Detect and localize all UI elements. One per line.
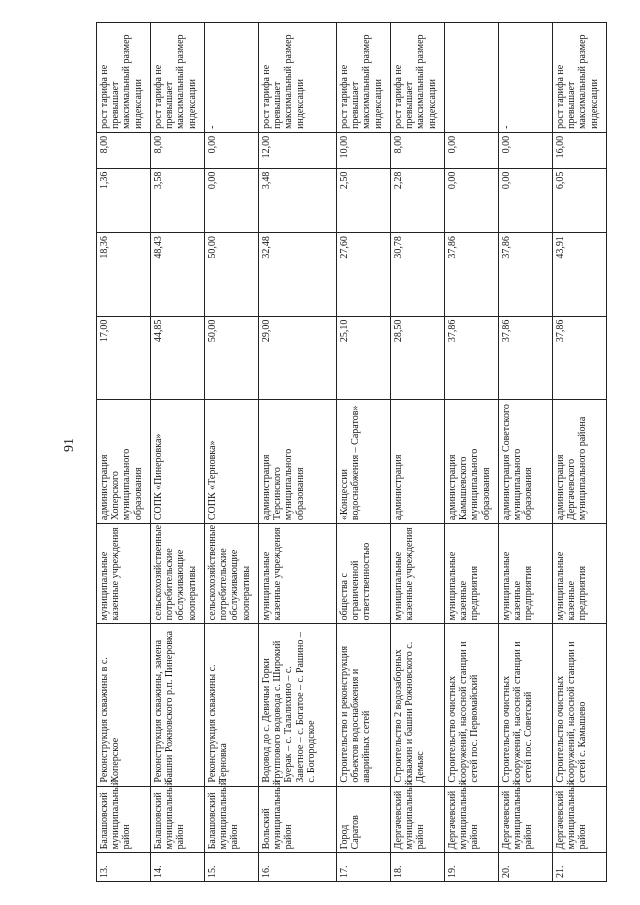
district-cell: Дергачевский муниципальный район: [445, 786, 499, 853]
district-cell: Балашовский муниципальный район: [151, 786, 205, 853]
value-2-cell: 50,00: [205, 233, 259, 317]
percent-cell: 8,00: [151, 132, 205, 168]
percent-cell: 0,00: [499, 132, 553, 168]
project-cell: Строительство очистных сооружений, насосной станции и сетей пос. Первомайский: [445, 624, 499, 786]
row-index: 21.: [553, 853, 607, 882]
value-3-cell: 3,58: [151, 168, 205, 232]
row-index: 16.: [259, 853, 337, 882]
note-cell: -: [205, 23, 259, 133]
project-cell: Реконструкция скважины, замена башни Рожновского р.п. Пинеровка: [151, 624, 205, 786]
value-2-cell: 27,60: [337, 233, 391, 317]
table-row: [337, 23, 391, 882]
org-cell: администрация Хоперского муниципального образования: [97, 400, 151, 524]
value-3-cell: 6,05: [553, 168, 607, 232]
table-row: [259, 23, 337, 882]
value-2-cell: 37,86: [499, 233, 553, 317]
table-row: [151, 23, 205, 882]
district-cell: Дергачевский муниципальный район: [499, 786, 553, 853]
org-cell: администрация Камышевского муниципального образования: [445, 400, 499, 524]
org-type-cell: муниципальные казенные учреждения: [97, 524, 151, 624]
note-cell: рост тарифа не превышает максимальный размер индексации: [553, 23, 607, 133]
org-cell: администрация Дергачевского муниципального района: [553, 400, 607, 524]
project-cell: Строительство 2 водозаборных скважин и башни Рожновского с. Демьяс: [391, 624, 445, 786]
project-cell: Строительство очистных сооружений, насосной станции и сетей с. Камышево: [553, 624, 607, 786]
district-cell: Вольский муниципальный район: [259, 786, 337, 853]
note-cell: рост тарифа не превышает максимальный размер индексации: [259, 23, 337, 133]
note-cell: рост тарифа не превышает максимальный размер индексации: [151, 23, 205, 133]
org-type-cell: муниципальные казенные предприятия: [499, 524, 553, 624]
value-3-cell: 2,50: [337, 168, 391, 232]
value-3-cell: 2,28: [391, 168, 445, 232]
org-type-cell: сельскохозяйственные потребительские обслуживающие кооперативы: [205, 524, 259, 624]
table-row: [499, 23, 553, 882]
percent-cell: 0,00: [445, 132, 499, 168]
row-index: 15.: [205, 853, 259, 882]
district-cell: Дергачевский муниципальный район: [391, 786, 445, 853]
org-cell: СОПК «Терновка»: [205, 400, 259, 524]
project-cell: Реконструкция скважины с. Терновка: [205, 624, 259, 786]
row-index: 20.: [499, 853, 553, 882]
value-2-cell: 18,36: [97, 233, 151, 317]
org-cell: администрация: [391, 400, 445, 524]
value-3-cell: 0,00: [205, 168, 259, 232]
value-1-cell: 29,00: [259, 316, 337, 400]
page-number: 91: [62, 438, 77, 452]
org-type-cell: общества с ограниченной ответственностью: [337, 524, 391, 624]
org-type-cell: муниципальные казенные предприятия: [445, 524, 499, 624]
org-type-cell: сельскохозяйственные потребительские обслуживающие кооперативы: [151, 524, 205, 624]
org-cell: СОПК «Пинеровка»: [151, 400, 205, 524]
project-cell: Водовод до с. Девичьи Горки группового водовода с. Широкий Буерак – с. Талалихино – с. Заветное – с. Богатое – с. Рашино – с. Богородское: [259, 624, 337, 786]
org-cell: администрация Советского муниципального образования: [499, 400, 553, 524]
value-1-cell: 44,85: [151, 316, 205, 400]
org-cell: «Концессии водоснабжения – Саратов»: [337, 400, 391, 524]
value-3-cell: 0,00: [445, 168, 499, 232]
rotated-table-container: [96, 22, 600, 882]
org-type-cell: муниципальные казенные предприятия: [553, 524, 607, 624]
project-cell: Строительство и реконструкция объектов водоснабжения и аварийных сетей: [337, 624, 391, 786]
value-2-cell: 30,78: [391, 233, 445, 317]
value-1-cell: 28,50: [391, 316, 445, 400]
district-cell: Город Саратов: [337, 786, 391, 853]
percent-cell: 8,00: [391, 132, 445, 168]
percent-cell: 0,00: [205, 132, 259, 168]
org-type-cell: муниципальные казенные учреждения: [391, 524, 445, 624]
value-3-cell: 1,36: [97, 168, 151, 232]
value-2-cell: 43,91: [553, 233, 607, 317]
note-cell: рост тарифа не превышает максимальный размер индексации: [337, 23, 391, 133]
percent-cell: 10,00: [337, 132, 391, 168]
percent-cell: 8,00: [97, 132, 151, 168]
row-index: 13.: [97, 853, 151, 882]
value-2-cell: 37,86: [445, 233, 499, 317]
table-row: [391, 23, 445, 882]
percent-cell: 16,00: [553, 132, 607, 168]
tariff-table: [96, 22, 607, 882]
row-index: 18.: [391, 853, 445, 882]
note-cell: [445, 23, 499, 133]
table-row: [97, 23, 151, 882]
table-row: [553, 23, 607, 882]
value-1-cell: 50,00: [205, 316, 259, 400]
project-cell: Строительство очистных сооружений, насосной станции и сетей пос. Советский: [499, 624, 553, 786]
project-cell: Реконструкция скважины в с. Хоперское: [97, 624, 151, 786]
value-1-cell: 37,86: [445, 316, 499, 400]
value-1-cell: 25,10: [337, 316, 391, 400]
value-1-cell: 37,86: [499, 316, 553, 400]
percent-cell: 12,00: [259, 132, 337, 168]
note-cell: рост тарифа не превышает максимальный размер индексации: [97, 23, 151, 133]
district-cell: Дергачевский муниципальный район: [553, 786, 607, 853]
row-index: 17.: [337, 853, 391, 882]
value-1-cell: 37,86: [553, 316, 607, 400]
row-index: 19.: [445, 853, 499, 882]
value-3-cell: 3,48: [259, 168, 337, 232]
value-1-cell: 17,00: [97, 316, 151, 400]
row-index: 14.: [151, 853, 205, 882]
org-type-cell: муниципальные казенные учреждения: [259, 524, 337, 624]
value-2-cell: 48,43: [151, 233, 205, 317]
district-cell: Балашовский муниципальный район: [97, 786, 151, 853]
org-cell: администрация Терсинского муниципального образования: [259, 400, 337, 524]
table-row: [445, 23, 499, 882]
note-cell: -: [499, 23, 553, 133]
value-2-cell: 32,48: [259, 233, 337, 317]
table-row: [205, 23, 259, 882]
district-cell: Балашовский муниципальный район: [205, 786, 259, 853]
value-3-cell: 0,00: [499, 168, 553, 232]
note-cell: рост тарифа не превышает максимальный размер индексации: [391, 23, 445, 133]
